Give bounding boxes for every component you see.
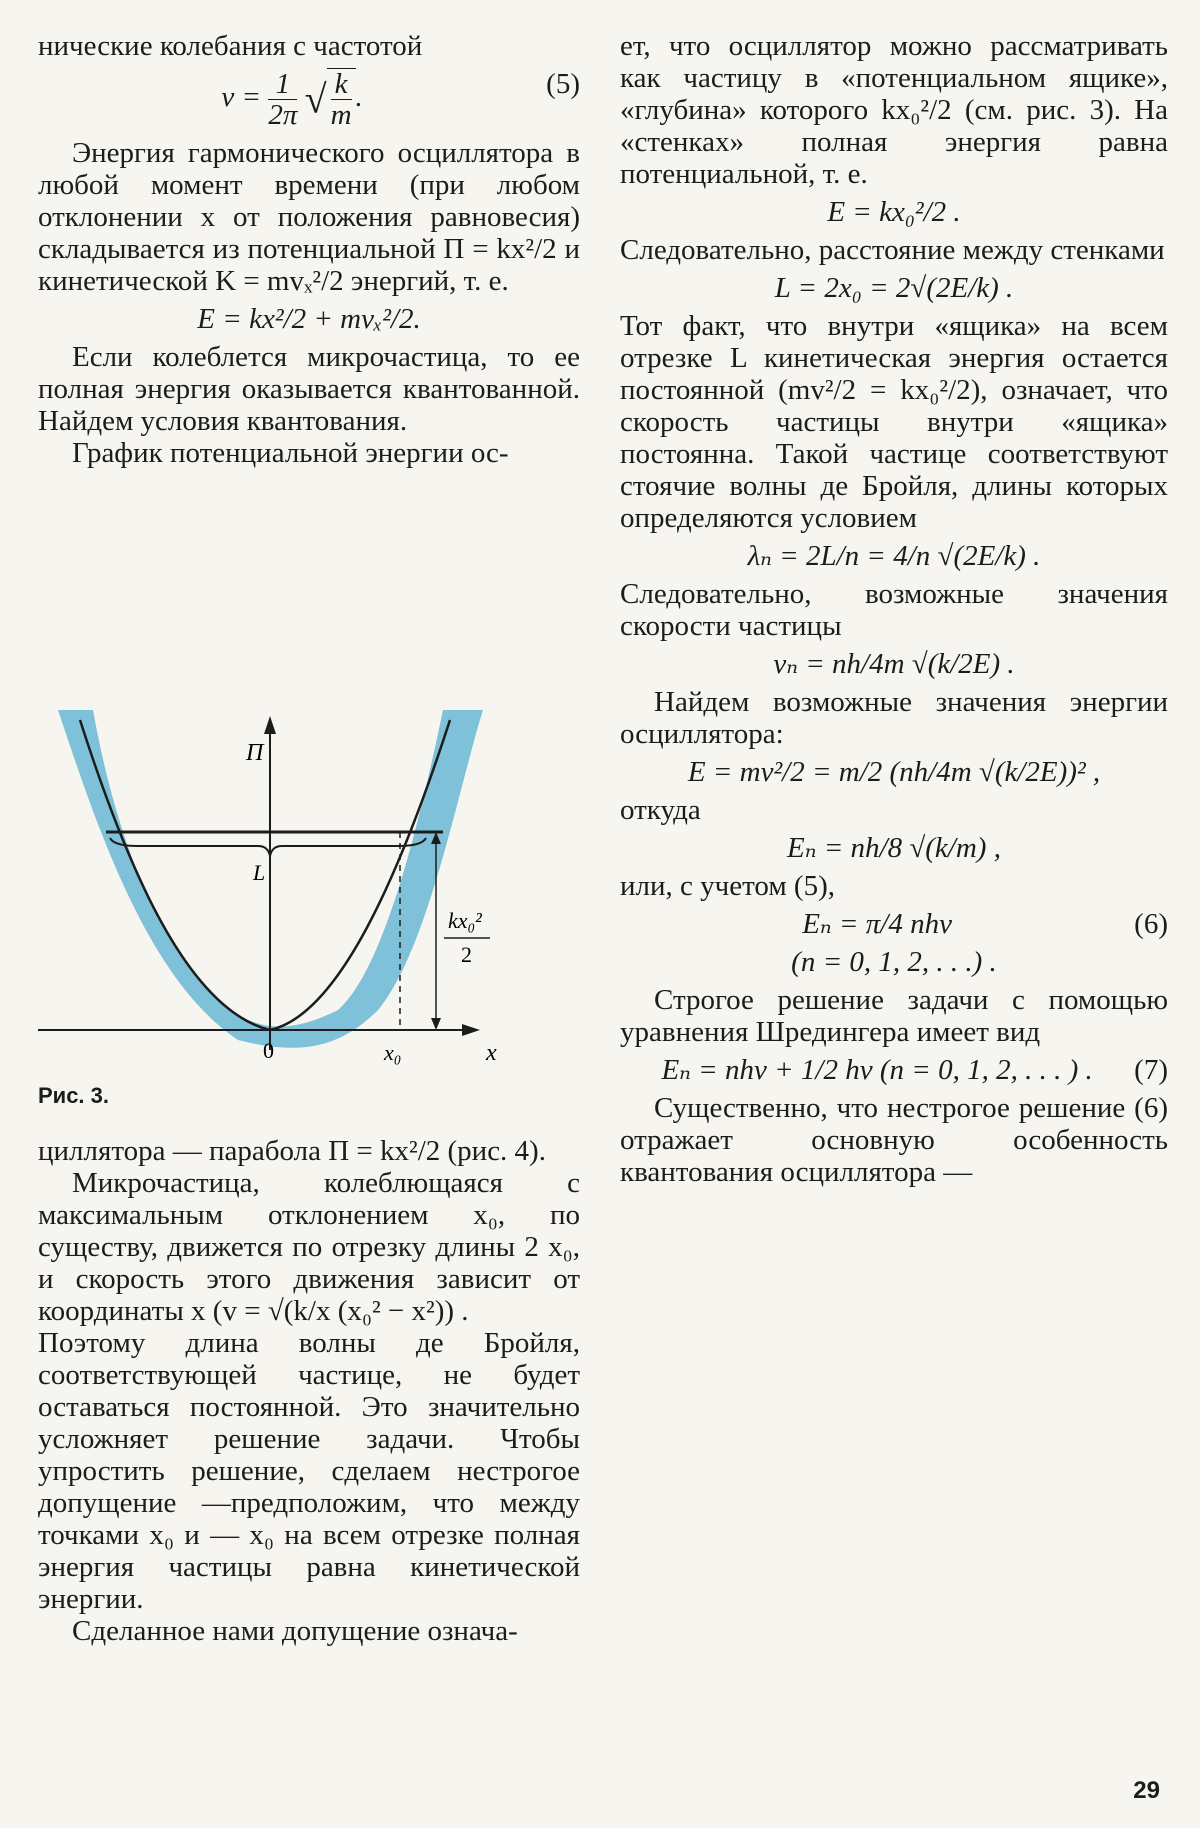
equation-6-condition: (n = 0, 1, 2, . . .) . xyxy=(791,946,997,978)
right-paragraph-5: Найдем возможные значения энергии осциллятора: xyxy=(620,686,1168,750)
L-brace xyxy=(110,838,426,856)
height-label-den: 2 xyxy=(461,942,472,967)
figure-caption: Рис. 3. xyxy=(38,1083,110,1108)
equation-lambda: λₙ = 2L/n = 4/n √(2E/k) . xyxy=(747,540,1041,572)
right-paragraph-2: Следовательно, расстояние между стенками xyxy=(620,234,1165,266)
page-number: 29 xyxy=(1133,1777,1160,1804)
x-axis-arrow xyxy=(462,1024,480,1036)
x0-label: x₀ xyxy=(384,1040,402,1065)
equation-total-energy: E = kx²/2 + mvₓ²/2. xyxy=(197,302,421,335)
height-arrow-bottom xyxy=(431,1018,441,1030)
left-paragraph-7: Поэтому длина волны де Бройля, соответствующей частице, не будет оставаться постоянной. Это значительно усложняет решение задачи. Чтобы упростить решение, сделаем нестрогое допущение —предположим, что между точками x₀ и — x₀ на всем отрезке полная энергия частицы равна кинетической энергии. xyxy=(38,1327,580,1615)
left-paragraph-5: циллятора — парабола П = kx²/2 (рис. 4). xyxy=(38,1135,546,1167)
equation-energy-2: E = mv²/2 = m/2 (nh/4m √(k/2E))² , xyxy=(687,756,1101,788)
height-label-num: kx₀² xyxy=(448,908,482,933)
left-paragraph-1: нические колебания с частотой xyxy=(38,30,423,62)
right-paragraph-1: ет, что осциллятор можно рассматривать как частицу в «потенциальном ящике», «глубина» которого kx₀²/2 (см. рис. 3). На «стенках» полная энергия равна потенциальной, т. е. xyxy=(620,30,1168,190)
y-axis-arrow xyxy=(264,716,276,734)
equation-6: Eₙ = π/4 nhν (6) xyxy=(802,908,1168,940)
left-column xyxy=(38,30,580,469)
equation-7-label: (7) xyxy=(1134,1054,1168,1086)
figure-3 xyxy=(38,710,580,1110)
left-paragraph-2: Энергия гармонического осциллятора в любой момент времени (при любом отклонении x от положения равновесия) складывается из потенциальной П = kx²/2 и кинетической K = mvₓ²/2 энергий, т. е. xyxy=(38,136,580,297)
right-paragraph-6: откуда xyxy=(620,794,701,826)
equation-6-label: (6) xyxy=(1134,908,1168,940)
right-paragraph-7: или, с учетом (5), xyxy=(620,870,835,902)
equation-5-label: (5) xyxy=(546,68,580,100)
right-paragraph-9: Существенно, что нестрогое решение (6) отражает основную особенность квантования осциллятора — xyxy=(620,1092,1168,1188)
left-column-continued xyxy=(38,1135,580,1647)
potential-energy-graph xyxy=(38,710,580,1110)
equation-L: L = 2x₀ = 2√(2E/k) . xyxy=(774,272,1014,304)
equation-7: Eₙ = nhν + 1/2 hν (n = 0, 1, 2, . . . ) . (7) xyxy=(661,1054,1168,1086)
left-paragraph-3: Если колеблется микрочастица, то ее полная энергия оказывается квантованной. Найдем условия квантования. xyxy=(38,340,580,437)
right-paragraph-8: Строгое решение задачи с помощью уравнения Шредингера имеет вид xyxy=(620,984,1168,1048)
L-label: L xyxy=(253,860,266,885)
y-axis-label: П xyxy=(246,740,264,766)
right-column xyxy=(620,30,1168,1188)
left-paragraph-8: Сделанное нами допущение означа- xyxy=(72,1615,518,1647)
equation-velocity: vₙ = nh/4m √(k/2E) . xyxy=(773,648,1015,680)
equation-En: Eₙ = nh/8 √(k/m) , xyxy=(787,832,1001,864)
right-paragraph-3: Тот факт, что внутри «ящика» на всем отрезке L кинетическая энергия остается постоянной (mv²/2 = kx₀²/2), означает, что скорость частицы внутри «ящика» постоянна. Такой частице соответствуют стоячие волны де Бройля, длины которых определяются условием xyxy=(620,310,1168,534)
equation-5: ν = $\frac{1}{2\pi}$ √ $\frac{k}{m}$ . (5) xyxy=(221,67,580,132)
equation-wall-energy: E = kx₀²/2 . xyxy=(827,196,961,228)
x-axis-label: x xyxy=(486,1040,497,1066)
left-paragraph-6: Микрочастица, колеблющаяся с максимальным отклонением x₀, по существу, движется по отрезку длины 2 x₀, и скорость этого движения зависит от координаты x (v = √(k/x (x₀² − x²)) . xyxy=(38,1167,580,1327)
right-paragraph-4: Следовательно, возможные значения скорости частицы xyxy=(620,578,1168,642)
origin-label: 0 xyxy=(263,1038,274,1063)
left-paragraph-4: График потенциальной энергии ос- xyxy=(72,436,509,469)
